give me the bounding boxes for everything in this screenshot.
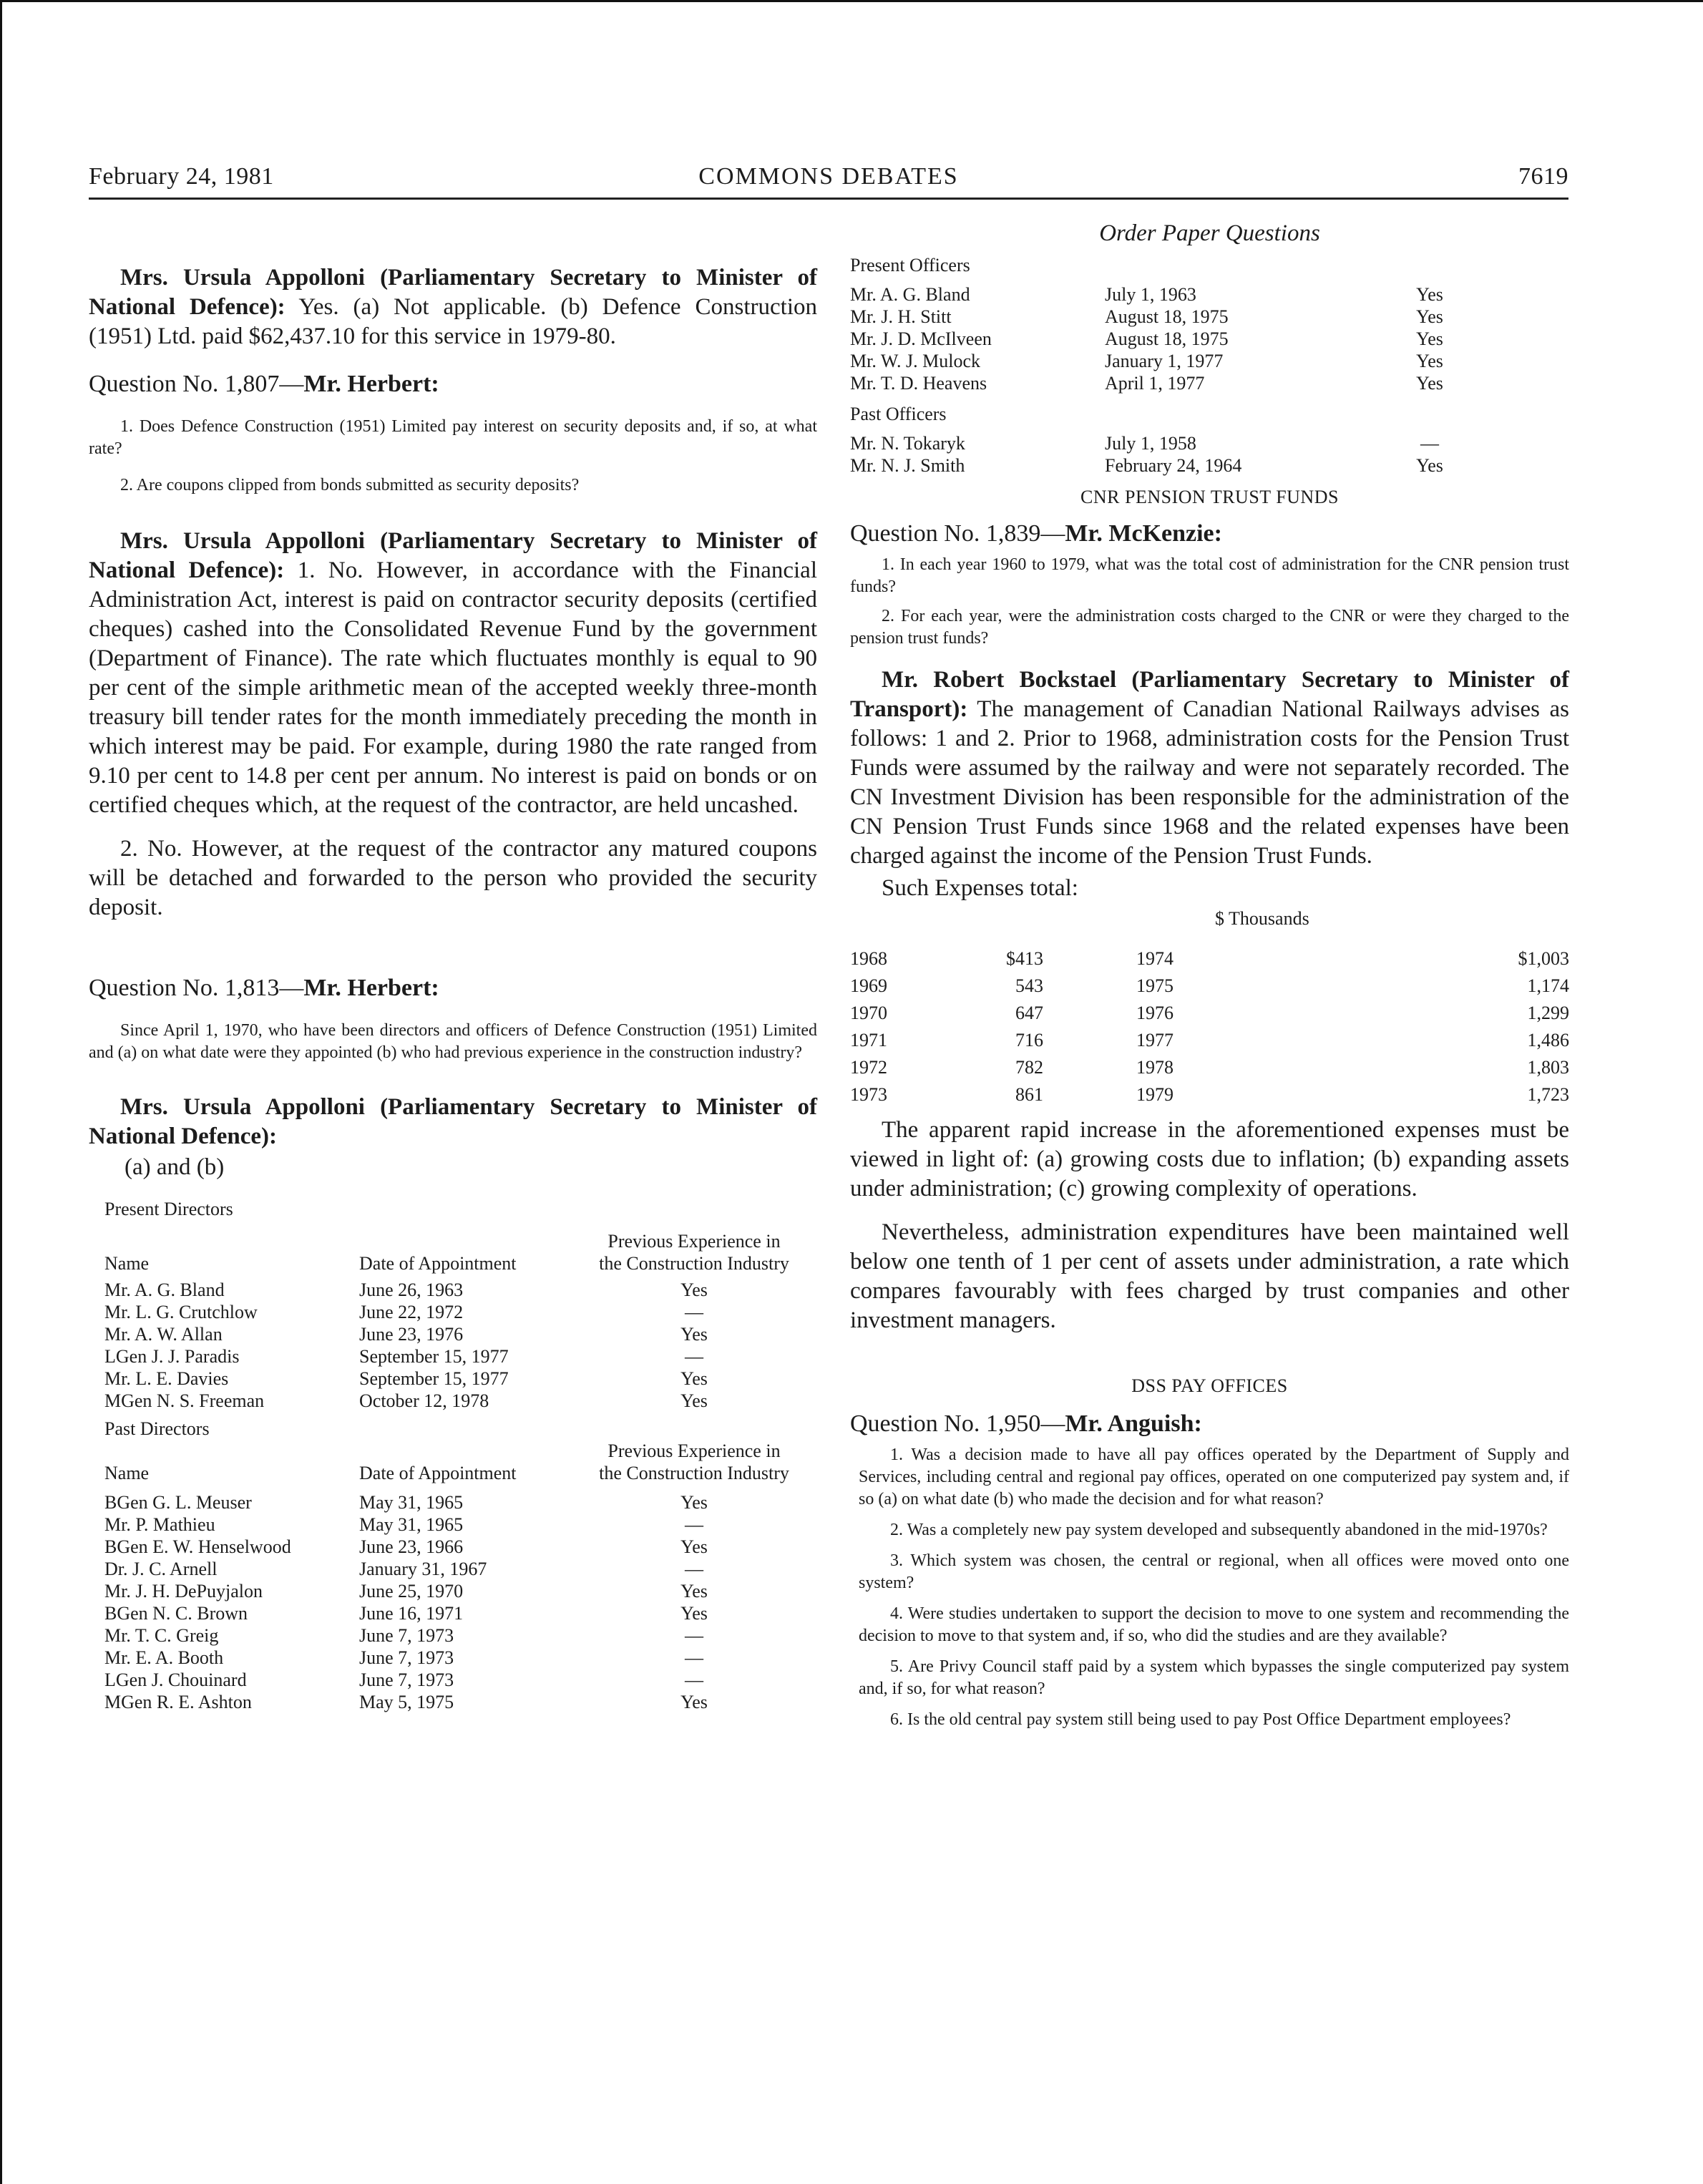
past-director-name: BGen E. W. Henselwood: [104, 1536, 291, 1557]
past-officer-date: February 24, 1964: [1105, 455, 1242, 476]
past-director-experience: Yes: [680, 1536, 708, 1557]
present-officer-experience: Yes: [1416, 284, 1443, 305]
past-director-date: June 25, 1970: [359, 1581, 464, 1602]
expense-year-left: 1969: [850, 975, 887, 996]
past-officer-row: [850, 454, 1473, 477]
header-date: February 24, 1981: [89, 163, 274, 190]
answer-2-text-2: 2. No. However, at the request of the contractor any matured coupons will be detached and forwarded to the person who provided the security deposit.: [89, 836, 817, 920]
expense-row: [850, 1027, 1569, 1054]
past-director-name: Mr. J. H. DePuyjalon: [104, 1581, 263, 1602]
present-director-experience: Yes: [680, 1390, 708, 1411]
expense-value-left: 782: [1015, 1057, 1043, 1078]
page-edge-top: [0, 0, 1703, 2]
expenses-intro: Such Expenses total:: [882, 875, 1078, 901]
past-director-experience: Yes: [680, 1492, 708, 1513]
expenses-unit: $ Thousands: [1215, 908, 1309, 929]
answer-1-text: Yes. (a) Not applicable. (b) Defence Construction (1951) Ltd. paid $62,437.10 for this service in 1979-80.: [89, 294, 817, 349]
question-1807-item-1: 1. Does Defence Construction (1951) Limited pay interest on security deposits and, if so, at what rate?: [89, 417, 817, 458]
running-header: [89, 163, 1568, 200]
col-header-experience-line-2: the Construction Industry: [599, 1463, 789, 1483]
past-director-row: [104, 1691, 800, 1713]
present-director-date: September 15, 1977: [359, 1346, 509, 1367]
past-directors-header-row: [104, 1440, 800, 1484]
answer-3-ab: (a) and (b): [125, 1154, 225, 1180]
question-1813-number: Question No. 1,813—: [89, 975, 304, 1001]
expenses-rows: [850, 945, 1569, 1108]
present-director-row: [104, 1368, 800, 1390]
question-1839-member: Mr. McKenzie:: [1065, 520, 1222, 547]
present-director-date: September 15, 1977: [359, 1368, 509, 1389]
past-officers-rows: [850, 432, 1473, 477]
question-1950-number: Question No. 1,950—: [850, 1410, 1065, 1437]
present-officer-date: August 18, 1975: [1105, 306, 1229, 327]
past-director-row: [104, 1513, 800, 1536]
present-officer-row: [850, 283, 1473, 306]
present-officer-name: Mr. W. J. Mulock: [850, 351, 981, 371]
expense-row: [850, 972, 1569, 1000]
present-officer-experience: Yes: [1416, 306, 1443, 327]
past-director-experience: Yes: [680, 1603, 708, 1624]
present-director-date: October 12, 1978: [359, 1390, 489, 1411]
present-officer-row: [850, 328, 1473, 350]
question-1950-item: 4. Were studies undertaken to support the decision to move to one system and recommending the decision to move to that system and, if so, who did the studies and are they available?: [859, 1604, 1569, 1645]
question-1807-heading: [89, 370, 817, 399]
present-officer-name: Mr. A. G. Bland: [850, 284, 970, 305]
question-1950-member: Mr. Anguish:: [1065, 1410, 1202, 1437]
past-director-row: [104, 1580, 800, 1602]
past-director-experience: —: [685, 1647, 703, 1668]
answer-2-text-1: 1. No. However, in accordance with the Financial Administration Act, interest is paid on contractor security deposits (certified cheques) cashed into the Consolidated Revenue Fund by the government (Department of Finance). The rate which fluctuates monthly is equal to 90 per cent of the simple arithmetic mean of the accepted weekly three-month treasury bill tender rates for the month immediately preceding the month in which interest may be paid. For example, during 1980 the rate ranged from 9.10 per cent to 14.8 per cent per annum. No interest is paid on bonds or on certified cheques which, at the request of the contractor, are held uncashed.: [89, 557, 817, 818]
expense-year-right: 1975: [1136, 975, 1173, 996]
present-officer-row: [850, 350, 1473, 372]
past-officer-name: Mr. N. Tokaryk: [850, 433, 965, 454]
present-director-row: [104, 1323, 800, 1345]
expense-year-right: 1974: [1136, 948, 1173, 969]
present-director-row: [104, 1390, 800, 1412]
past-director-row: [104, 1602, 800, 1624]
expense-year-left: 1968: [850, 948, 887, 969]
question-1807-item-2: 2. Are coupons clipped from bonds submitted as security deposits?: [120, 476, 580, 494]
expense-value-right: $1,003: [1518, 948, 1569, 969]
present-directors-table: [104, 1230, 800, 1412]
col-header-name: Name: [104, 1253, 150, 1274]
col-header-experience-line-1: Previous Experience in: [607, 1231, 781, 1252]
expense-year-right: 1979: [1136, 1084, 1173, 1105]
past-officers-table: [850, 432, 1473, 477]
present-directors-label: Present Directors: [104, 1199, 233, 1219]
present-officers-rows: [850, 283, 1473, 394]
expense-row: [850, 1081, 1569, 1108]
present-director-date: June 23, 1976: [359, 1324, 464, 1345]
present-officer-date: August 18, 1975: [1105, 328, 1229, 349]
expense-value-right: 1,174: [1527, 975, 1569, 996]
present-director-date: June 26, 1963: [359, 1279, 464, 1300]
expense-value-right: 1,803: [1527, 1057, 1569, 1078]
present-director-row: [104, 1345, 800, 1368]
present-directors-rows: [104, 1279, 800, 1412]
expense-year-left: 1970: [850, 1003, 887, 1023]
answer-4-text: The management of Canadian National Railways advises as follows: 1 and 2. Prior to 1968, administration costs for the Pension Trust Funds were assumed by the railway and were not separately recorded. The CN Investment Division has been responsible for the administration of the CN Pension Trust Funds since 1968 and the related expenses have been charged against the income of the Pension Trust Funds.: [850, 696, 1569, 869]
expense-year-right: 1978: [1136, 1057, 1173, 1078]
question-1950-item: 3. Which system was chosen, the central or regional, when all offices were moved onto one system?: [859, 1551, 1569, 1592]
present-director-date: June 22, 1972: [359, 1302, 464, 1322]
answer-1-speaker: Mrs. Ursula Appolloni (Parliamentary Secretary to Minister of National Defence):: [89, 265, 817, 320]
past-directors-label: Past Directors: [104, 1418, 210, 1439]
expense-year-right: 1977: [1136, 1030, 1173, 1050]
question-1813-member: Mr. Herbert:: [303, 975, 439, 1001]
past-director-date: May 31, 1965: [359, 1492, 464, 1513]
past-director-name: BGen N. C. Brown: [104, 1603, 248, 1624]
answer-3-paragraph: [89, 1093, 817, 1151]
present-officer-experience: Yes: [1416, 351, 1443, 371]
question-1839-number: Question No. 1,839—: [850, 520, 1065, 547]
col-header-name: Name: [104, 1463, 150, 1483]
right-column: [850, 215, 1569, 1731]
past-director-row: [104, 1536, 800, 1558]
present-director-name: Mr. A. G. Bland: [104, 1279, 225, 1300]
question-1950-item: 1. Was a decision made to have all pay offices operated by the Department of Supply and Services, including central and regional pay offices, operated on one computerized pay system and, if so (a) on what date (b) who made the decision and for what reason?: [859, 1446, 1569, 1508]
header-title: COMMONS DEBATES: [698, 163, 959, 190]
past-director-date: June 23, 1966: [359, 1536, 464, 1557]
cnr-pension-heading: CNR PENSION TRUST FUNDS: [1080, 487, 1339, 507]
present-director-name: MGen N. S. Freeman: [104, 1390, 265, 1411]
expense-year-left: 1972: [850, 1057, 887, 1078]
expense-value-left: 543: [1015, 975, 1043, 996]
present-officer-date: January 1, 1977: [1105, 351, 1224, 371]
past-director-name: Mr. T. C. Greig: [104, 1625, 219, 1646]
present-director-experience: —: [685, 1346, 703, 1367]
present-officer-date: April 1, 1977: [1105, 373, 1205, 394]
past-director-row: [104, 1669, 800, 1691]
expense-value-left: $413: [1006, 948, 1043, 969]
past-directors-rows: [104, 1491, 800, 1713]
answer-2-speaker: Mrs. Ursula Appolloni (Parliamentary Secretary to Minister of National Defence):: [89, 528, 817, 583]
present-director-experience: Yes: [680, 1368, 708, 1389]
present-officer-name: Mr. J. D. McIlveen: [850, 328, 992, 349]
expense-value-left: 647: [1015, 1003, 1043, 1023]
past-director-date: June 7, 1973: [359, 1669, 454, 1690]
past-director-date: June 16, 1971: [359, 1603, 464, 1624]
question-1813-heading: [89, 974, 817, 1003]
col-header-experience: [588, 1230, 800, 1274]
present-director-name: Mr. L. G. Crutchlow: [104, 1302, 258, 1322]
question-1950-heading: [850, 1410, 1569, 1438]
past-director-experience: —: [685, 1669, 703, 1690]
question-1839-item-1: 1. In each year 1960 to 1979, what was the total cost of administration for the CNR pension trust funds?: [850, 555, 1569, 596]
question-1950-item: 2. Was a completely new pay system developed and subsequently abandoned in the mid-1970s?: [890, 1521, 1548, 1539]
present-officer-name: Mr. T. D. Heavens: [850, 373, 987, 394]
present-officer-row: [850, 306, 1473, 328]
question-1813-text: Since April 1, 1970, who have been directors and officers of Defence Construction (1951) Limited and (a) on what date were they appointed (b) who had previous experience in the construction industry?: [89, 1021, 817, 1062]
expense-value-left: 861: [1015, 1084, 1043, 1105]
answer-4-text-2: The apparent rapid increase in the aforementioned expenses must be viewed in light of: (a) growing costs due to inflation; (b) expanding assets under administration; (c) growing complexity of operations.: [850, 1117, 1569, 1201]
present-officer-date: July 1, 1963: [1105, 284, 1196, 305]
col-header-experience: [588, 1440, 800, 1484]
expense-row: [850, 1054, 1569, 1081]
past-director-date: June 7, 1973: [359, 1625, 454, 1646]
answer-4-text-3: Nevertheless, administration expenditures have been maintained well below one tenth of 1 per cent of assets under administration, a rate which compares favourably with fees charged by trust companies and other investment managers.: [850, 1219, 1569, 1333]
left-column: [89, 215, 817, 1713]
present-officer-row: [850, 372, 1473, 394]
expense-value-left: 716: [1015, 1030, 1043, 1050]
present-director-row: [104, 1279, 800, 1301]
col-header-date: Date of Appointment: [359, 1253, 517, 1274]
past-officer-row: [850, 432, 1473, 454]
past-director-date: May 5, 1975: [359, 1692, 454, 1712]
past-director-row: [104, 1647, 800, 1669]
answer-4-speaker: Mr. Robert Bockstael (Parliamentary Secretary to Minister of Transport):: [850, 667, 1569, 722]
past-director-name: Dr. J. C. Arnell: [104, 1559, 218, 1579]
past-officer-experience: Yes: [1416, 455, 1443, 476]
col-header-date: Date of Appointment: [359, 1463, 517, 1483]
present-director-name: LGen J. J. Paradis: [104, 1346, 240, 1367]
past-director-row: [104, 1624, 800, 1647]
present-officers-label: Present Officers: [850, 255, 970, 276]
present-director-experience: —: [685, 1302, 703, 1322]
past-officer-date: July 1, 1958: [1105, 433, 1196, 454]
expense-year-left: 1971: [850, 1030, 887, 1050]
past-director-experience: —: [685, 1514, 703, 1535]
past-director-experience: —: [685, 1625, 703, 1646]
past-director-experience: Yes: [680, 1692, 708, 1712]
expense-row: [850, 1000, 1569, 1027]
present-officer-name: Mr. J. H. Stitt: [850, 306, 952, 327]
past-directors-table: [104, 1440, 800, 1713]
answer-1-paragraph: [89, 263, 817, 351]
present-directors-header-row: [104, 1230, 800, 1274]
past-director-name: MGen R. E. Ashton: [104, 1692, 252, 1712]
question-1839-item-2: 2. For each year, were the administration costs charged to the CNR or were they charged to the pension trust funds?: [850, 607, 1569, 648]
past-director-row: [104, 1558, 800, 1580]
expense-value-right: 1,299: [1527, 1003, 1569, 1023]
past-director-name: Mr. P. Mathieu: [104, 1514, 215, 1535]
answer-2-paragraph: [89, 527, 817, 820]
header-page-number: 7619: [1518, 163, 1568, 190]
past-director-date: May 31, 1965: [359, 1514, 464, 1535]
expense-year-left: 1973: [850, 1084, 887, 1105]
answer-4-paragraph: [850, 666, 1569, 871]
page-edge-left: [0, 0, 2, 2184]
present-director-experience: Yes: [680, 1279, 708, 1300]
question-1807-member: Mr. Herbert:: [303, 371, 439, 397]
answer-3-speaker: Mrs. Ursula Appolloni (Parliamentary Secretary to Minister of National Defence):: [89, 1094, 817, 1149]
past-director-name: BGen G. L. Meuser: [104, 1492, 252, 1513]
past-officers-label: Past Officers: [850, 404, 947, 424]
past-director-row: [104, 1491, 800, 1513]
col-header-experience-line-2: the Construction Industry: [599, 1253, 789, 1274]
past-director-name: LGen J. Chouinard: [104, 1669, 247, 1690]
expenses-table: [850, 945, 1569, 1108]
past-officer-name: Mr. N. J. Smith: [850, 455, 965, 476]
question-1950-items: [850, 1444, 1569, 1731]
present-officers-table: [850, 283, 1473, 394]
past-director-date: June 7, 1973: [359, 1647, 454, 1668]
expense-year-right: 1976: [1136, 1003, 1173, 1023]
col-header-experience-line-1: Previous Experience in: [607, 1440, 781, 1461]
present-director-experience: Yes: [680, 1324, 708, 1345]
question-1839-heading: [850, 520, 1569, 548]
expense-row: [850, 945, 1569, 972]
past-director-date: January 31, 1967: [359, 1559, 487, 1579]
question-1950-item: 6. Is the old central pay system still being used to pay Post Office Department employees?: [890, 1710, 1511, 1729]
expense-value-right: 1,723: [1527, 1084, 1569, 1105]
present-director-row: [104, 1301, 800, 1323]
expense-value-right: 1,486: [1527, 1030, 1569, 1050]
dss-pay-offices-heading: DSS PAY OFFICES: [1131, 1375, 1288, 1396]
present-officer-experience: Yes: [1416, 373, 1443, 394]
present-officer-experience: Yes: [1416, 328, 1443, 349]
present-director-name: Mr. A. W. Allan: [104, 1324, 223, 1345]
past-officer-experience: —: [1420, 433, 1439, 454]
past-director-experience: —: [685, 1559, 703, 1579]
question-1807-number: Question No. 1,807—: [89, 371, 304, 397]
section-title: Order Paper Questions: [1099, 220, 1320, 246]
question-1950-item: 5. Are Privy Council staff paid by a system which bypasses the single computerized pay system and, if so, for what reason?: [859, 1657, 1569, 1698]
past-director-name: Mr. E. A. Booth: [104, 1647, 224, 1668]
present-director-name: Mr. L. E. Davies: [104, 1368, 229, 1389]
past-director-experience: Yes: [680, 1581, 708, 1602]
